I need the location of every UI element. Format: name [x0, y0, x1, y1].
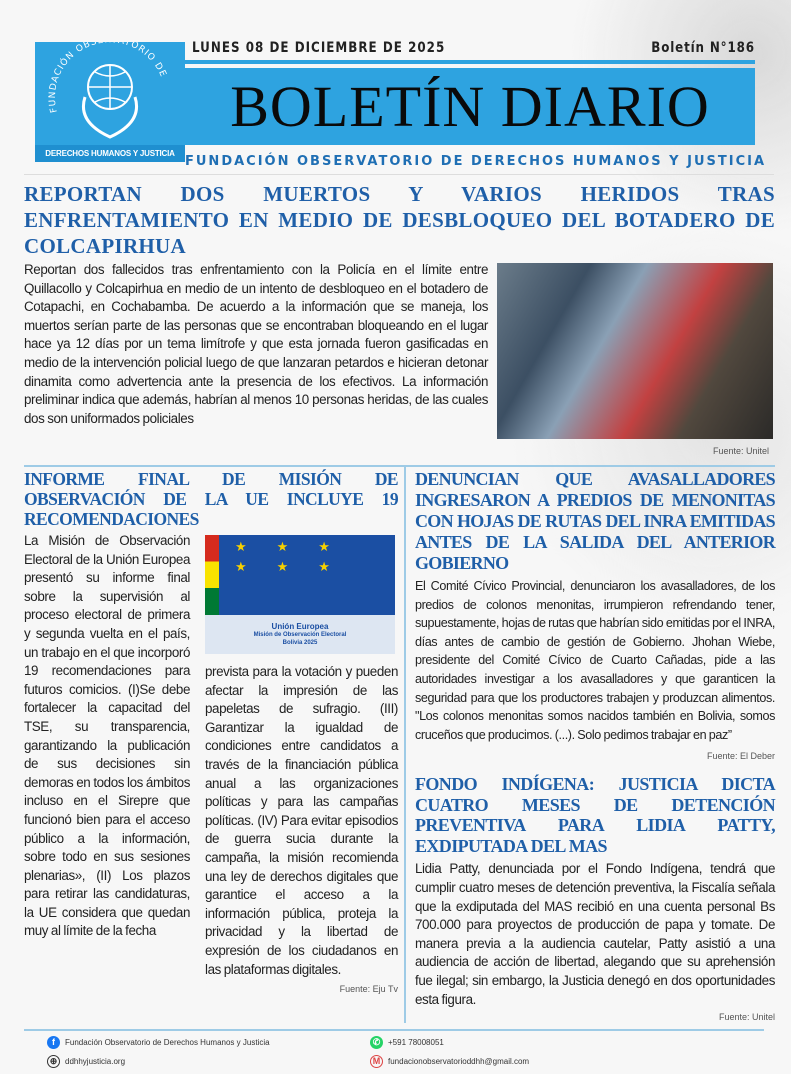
right-column: [404, 467, 775, 1023]
article-1-media: [497, 261, 775, 457]
svg-text:FUNDACIÓN OBSERVATORIO DE: FUNDACIÓN OBS TORIO DE: [47, 42, 168, 114]
divider: [24, 174, 774, 175]
article-2-body-col1: La Misión de Observación Electoral de la Unión Europea presentó su informe final sobre la supervisión al proceso electoral de primera y segunda vuelta en el país, un trabajo en el que incorporó 19 recomendaciones para futuros comicios. (I)Se debe fortalecer la capacitad del TSE, su transparencia, garantizando la publicación de sus decisiones sin demoras en todos los ámbitos incluso en el Sirepre que funcionó bien para el acceso público a la información, sobre todo en sus sesiones plenarias», (II) Los plazos para retirar las candidaturas, la UE considera que quedan muy al límite de la fecha: [24, 533, 190, 939]
article-2-body-col2: prevista para la votación y pueden afectar la impresión de las papeletas de sufragio. (III) Garantizar la igualdad de condiciones entre candidatos a través de la financiación pública anual a las organizaciones políticas y para las campañas políticas. (IV) Para evitar episodios de guerra sucia durante la campaña, la misión recomienda una ley de derechos digitales que garantice el acceso a la información pública, proteja la privacidad y la libertad de expresión de los ciudadanos en las plataformas digitales.: [205, 664, 398, 977]
gmail-icon: M: [370, 1055, 383, 1068]
header: [0, 0, 791, 176]
article-1: [24, 261, 775, 457]
article-4-source: Fuente: Unitel: [718, 1012, 775, 1023]
phone-number: +591 78008051: [388, 1038, 444, 1048]
footer-whatsapp[interactable]: [370, 1036, 764, 1049]
footer: [24, 1029, 764, 1074]
page-title: BOLETÍN DIARIO: [230, 74, 710, 139]
article-3-source: Fuente: El Deber: [706, 751, 775, 762]
article-3-body: El Comité Cívico Provincial, denunciaron los avasalladores, de los predios de colonos menonitas, irrumpieron refrendando tener, supuestamente, hojas de rutas que habrían sido emitidas por el INRA, días antes de cambio de gestión de Gobierno. Jhohan Wiebe, presidente del Comité Cívico de Cuarto Cañadas, pide a las autoridades investigar a los avasalladores y que garanticen la seguridad para que los productores trabajen y produzcan alimentos. "Los colonos menonitas somos nacidos también en Bolivia, somos cruceños que producimos. (...). Solo pedimos trabajar en paz”: [415, 579, 775, 742]
whatsapp-icon: ✆: [370, 1036, 383, 1049]
banner-line: Misión de Observación Electoral: [253, 632, 347, 638]
content: [24, 176, 775, 1023]
bolivia-flag: [205, 535, 219, 615]
facebook-label: Fundación Observatorio de Derechos Humanos y Justicia: [65, 1038, 270, 1048]
article-2-title: INFORME FINAL DE MISIÓN DE OBSERVACIÓN DE LA UE INCLUYE 19 RECOMENDACIONES: [24, 469, 398, 529]
article-1-source: Fuente: Unitel: [712, 446, 769, 456]
article-1-title: REPORTAN DOS MUERTOS Y VARIOS HERIDOS TRAS ENFRENTAMIENTO EN MEDIO DE DESBLOQUEO DEL BOTADERO DE COLCAPIRHUA: [24, 182, 775, 258]
banner-line: Bolivia 2025: [282, 640, 318, 646]
article-4-title: FONDO INDÍGENA: JUSTICIA DICTA CUATRO MESES DE DETENCIÓN PREVENTIVA PARA LIDIA PATTY, EXDIPUTADA DEL MAS: [415, 774, 775, 856]
columns: [24, 465, 775, 1023]
logo-caption: DERECHOS HUMANOS Y JUSTICIA: [35, 145, 185, 162]
header-rule: [185, 60, 755, 64]
subtitle: FUNDACIÓN OBSERVATORIO DE DERECHOS HUMANOS Y JUSTICIA: [185, 154, 767, 169]
article-3-title: DENUNCIAN QUE AVASALLADORES INGRESARON A PREDIOS DE MENONITAS CON HOJAS DE RUTAS DEL INRA EMITIDAS ANTES DE LA SALIDA DEL ANTERIOR GOBIERNO: [415, 469, 775, 573]
article-1-photo: [497, 263, 773, 439]
banner-line: Unión Europea: [271, 622, 329, 631]
globe-icon: ⊕: [47, 1055, 60, 1068]
bulletin-date: LUNES 08 DE DICIEMBRE DE 2025: [192, 40, 446, 56]
eu-stars-icon: ★★★ ★★★: [235, 539, 360, 574]
footer-facebook[interactable]: [47, 1036, 370, 1049]
article-4-body: Lidia Patty, denunciada por el Fondo Indígena, tendrá que cumplir cuatro meses de detención preventiva, la Fiscalía señala que la exdiputada del MAS recibió en una cuenta personal Bs 700.000 para proyectos de producción de papa y tomate. De manera previa a la audiencia cautelar, Patty asistió a una audiencia de acción de libertad, alegando que su aprehensión fue ilegal; sin embargo, la Justicia denegó en dos oportunidades esta figura.: [415, 861, 775, 1007]
article-2: [24, 532, 398, 979]
article-2-source: Fuente: Eju Tv: [339, 984, 398, 995]
foundation-logo: [35, 42, 185, 162]
globe-hands-icon: [35, 42, 185, 145]
article-1-body: Reportan dos fallecidos tras enfrentamiento con la Policía en el límite entre Quillacollo y Colcapirhua en medio de un intento de desbloqueo en el botadero de Cotapachi, en Cochabamba. De acuerdo a la información que se maneja, los muertos serían parte de las personas que se encontraban bloqueando en el lugar hace ya 12 días por un tema limítrofe y que esta jornada fueron gasificadas en medio de la intervención policial luego de que lanzaran petardos e hicieran detonar dinamita como advertencia ante la presencia de los efectivos. La información preliminar indica que además, habrían al menos 10 personas heridas, de las cuales dos son uniformados policiales: [24, 262, 488, 426]
footer-email[interactable]: [370, 1055, 764, 1068]
website-link: ddhhyjusticia.org: [65, 1057, 126, 1067]
email-link: fundacionobservatorioddhh@gmail.com: [388, 1057, 530, 1067]
article-2-col2: [205, 532, 398, 979]
facebook-icon: f: [47, 1036, 60, 1049]
left-column: [24, 467, 404, 1023]
bulletin-number: Boletín N°186: [651, 40, 755, 56]
title-band: [185, 68, 755, 145]
footer-website[interactable]: [47, 1055, 370, 1068]
photo-banner: [205, 615, 395, 654]
article-2-photo: [205, 535, 395, 654]
